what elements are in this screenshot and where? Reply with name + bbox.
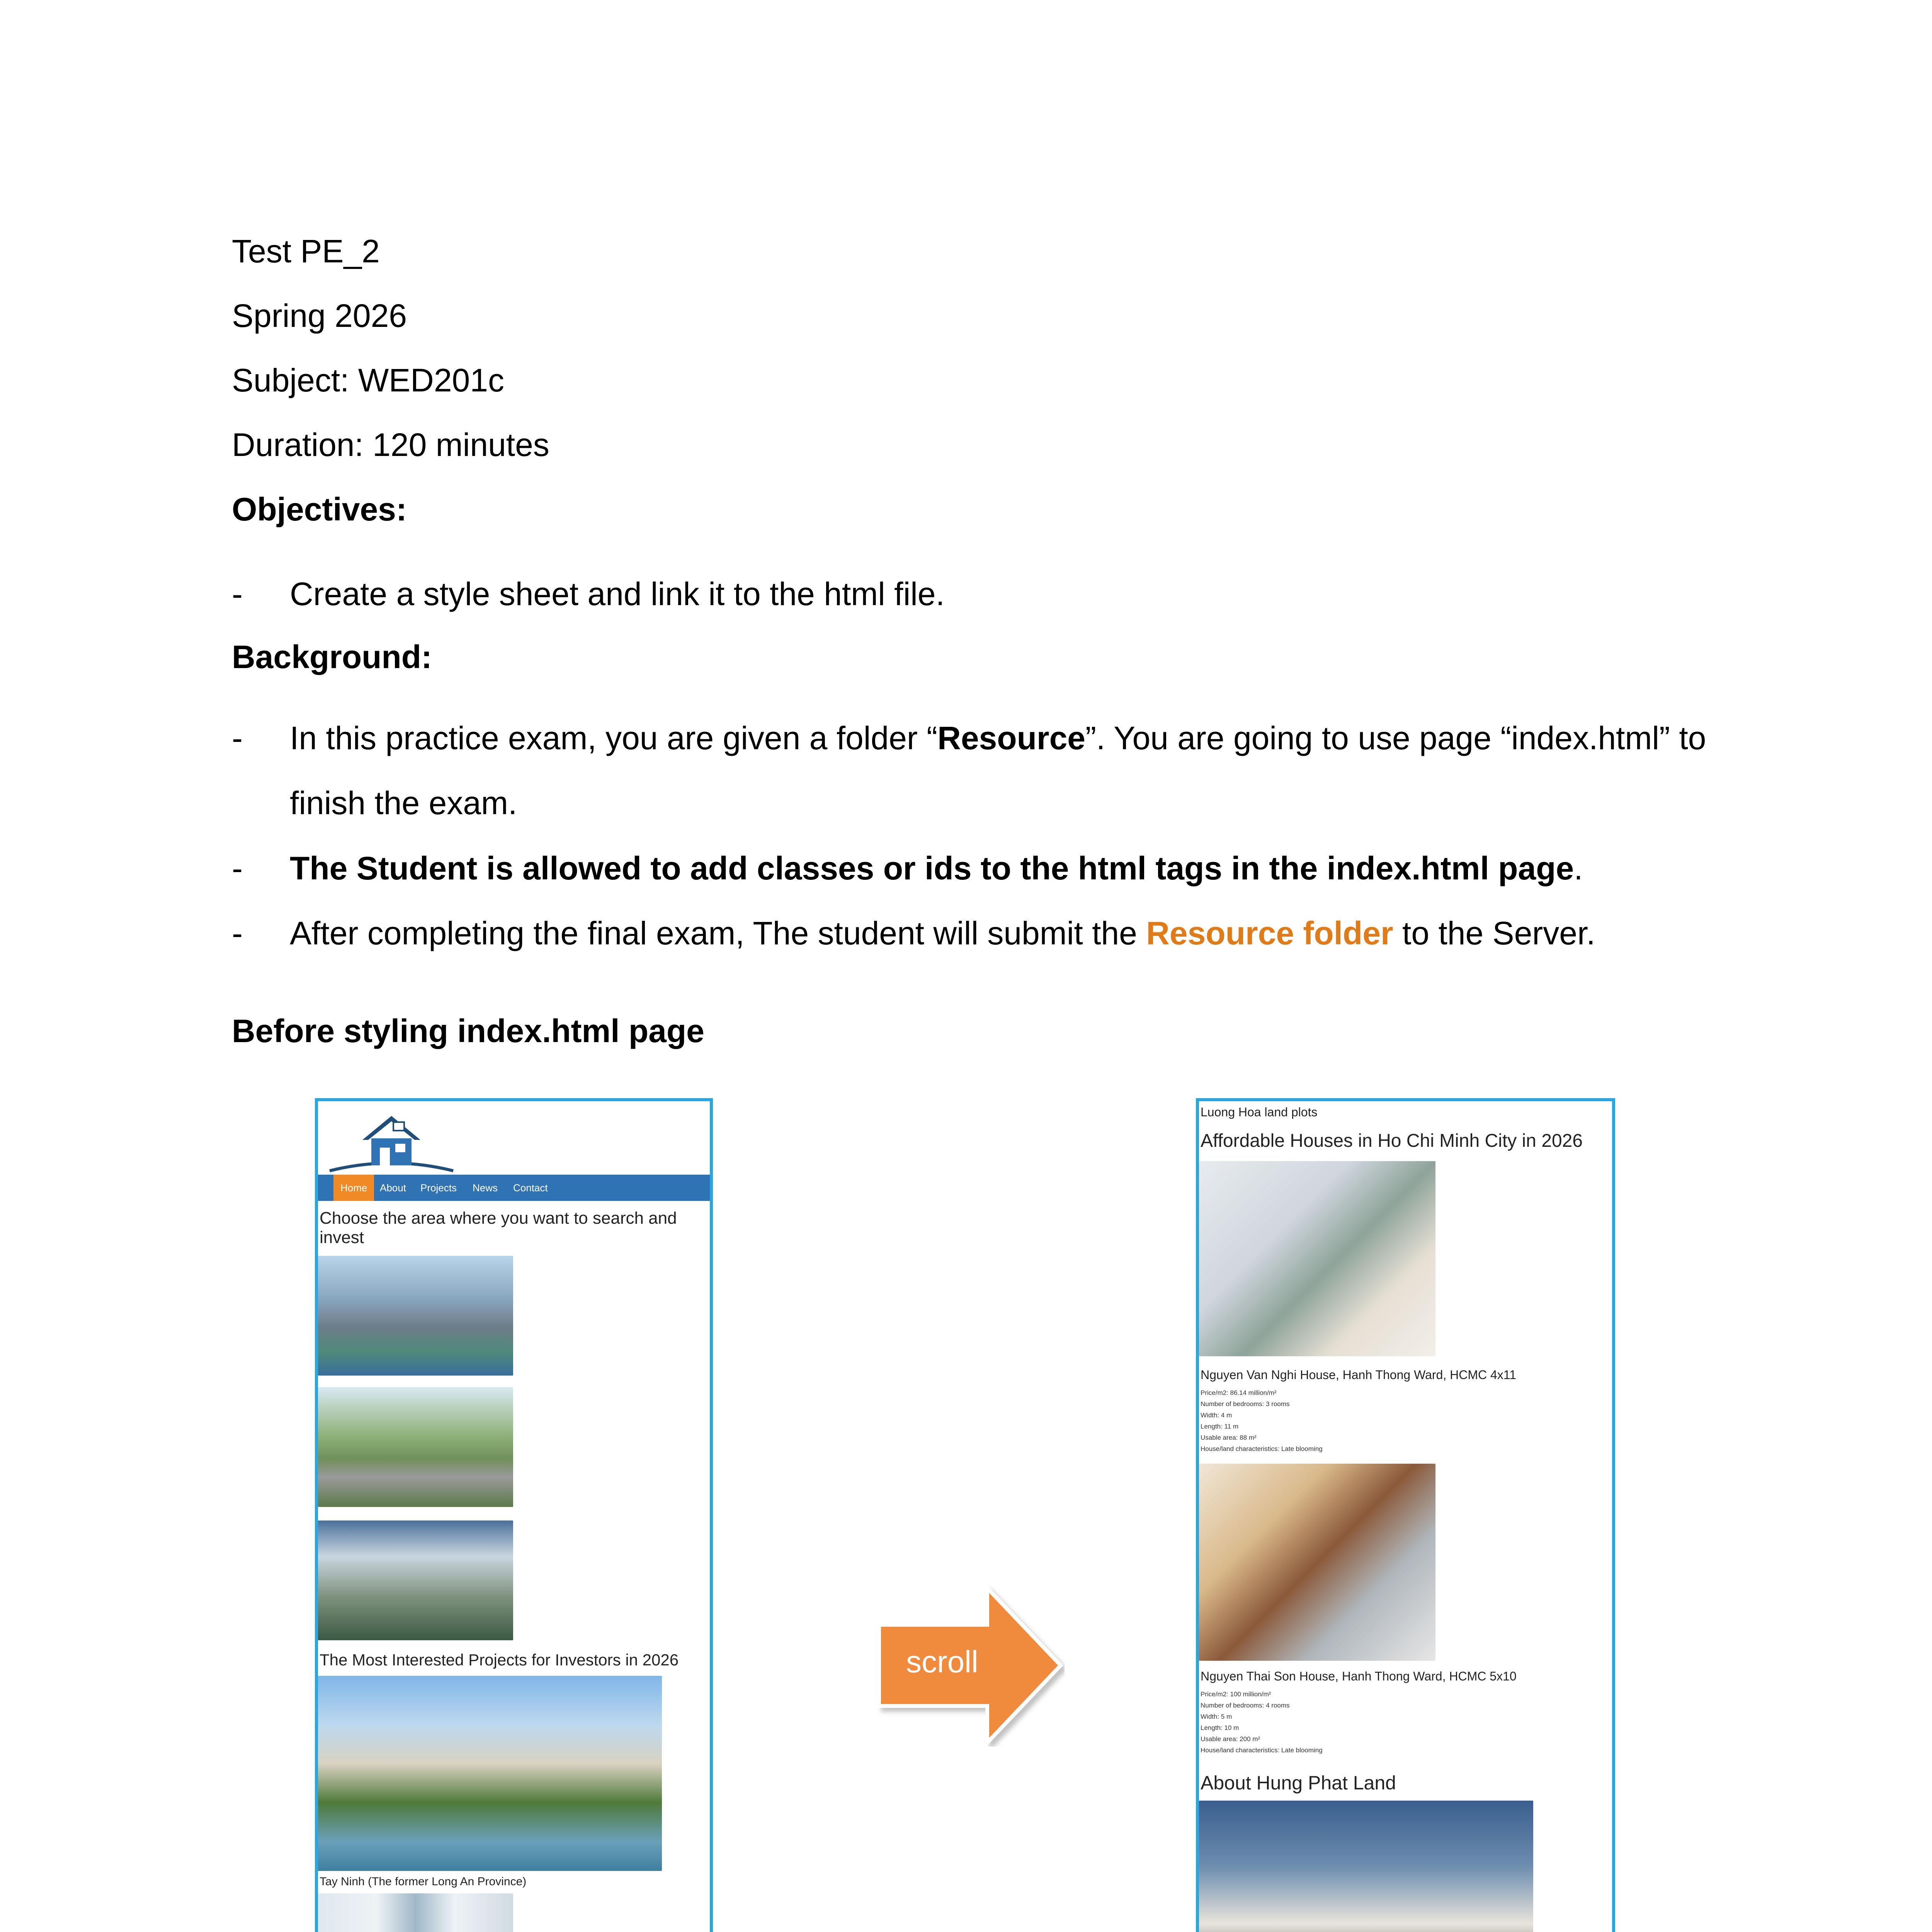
rule-bold: The Student is allowed to add classes or ids to the html tags in the index.html page xyxy=(290,850,1574,886)
bullet-dash: - xyxy=(232,915,243,951)
background-heading: Background: xyxy=(232,639,432,675)
text-part: . xyxy=(1574,850,1583,886)
nav-bar xyxy=(318,1175,710,1201)
objective-item: Create a style sheet and link it to the html file. xyxy=(290,576,945,612)
nav-news[interactable]: News xyxy=(473,1182,498,1194)
house-2-title: Nguyen Thai Son House, Hanh Thong Ward, HCMC 5x10 xyxy=(1201,1669,1517,1683)
affordable-houses-heading: Affordable Houses in Ho Chi Minh City in 2026 xyxy=(1201,1131,1583,1151)
detail-line: Number of bedrooms: 4 rooms xyxy=(1201,1702,1290,1709)
apartment-image xyxy=(318,1893,513,1932)
mountain-image xyxy=(318,1520,513,1640)
background-item-1 xyxy=(290,719,1706,758)
house-2-image xyxy=(1199,1464,1435,1661)
detail-line: Width: 4 m xyxy=(1201,1412,1232,1419)
text-part: ”. You are going to use page “index.html” to xyxy=(1085,720,1706,756)
text-part: In this practice exam, you are given a folder “ xyxy=(290,720,938,756)
detail-line: House/land characteristics: Late blooming xyxy=(1201,1747,1323,1754)
about-house-image xyxy=(1199,1801,1533,1932)
city-image xyxy=(318,1256,513,1376)
background-item-2 xyxy=(290,849,1583,888)
background-item-1-cont: finish the exam. xyxy=(290,785,517,821)
about-heading: About Hung Phat Land xyxy=(1201,1772,1396,1794)
scroll-label: scroll xyxy=(906,1645,978,1679)
before-styling-heading: Before styling index.html page xyxy=(232,1013,704,1049)
choose-area-heading: Choose the area where you want to search and invest xyxy=(320,1209,677,1247)
house-logo-icon xyxy=(326,1105,457,1175)
bullet-dash: - xyxy=(232,720,243,756)
house-1-title: Nguyen Van Nghi House, Hanh Thong Ward, HCMC 4x11 xyxy=(1201,1368,1516,1382)
nav-home[interactable]: Home xyxy=(333,1175,374,1201)
project-caption-1: Tay Ninh (The former Long An Province) xyxy=(320,1875,527,1888)
bullet-dash: - xyxy=(232,576,243,612)
projects-heading: The Most Interested Projects for Investors in 2026 xyxy=(320,1651,679,1669)
detail-line: Price/m2: 100 million/m² xyxy=(1201,1690,1271,1698)
detail-line: House/land characteristics: Late blooming xyxy=(1201,1445,1323,1452)
objectives-heading: Objectives: xyxy=(232,491,407,527)
detail-line: Length: 11 m xyxy=(1201,1423,1238,1430)
nav-projects[interactable]: Projects xyxy=(420,1182,457,1194)
bullet-dash: - xyxy=(232,850,243,886)
detail-line: Usable area: 88 m² xyxy=(1201,1434,1257,1441)
duration: Duration: 120 minutes xyxy=(232,427,549,463)
detail-line: Usable area: 200 m² xyxy=(1201,1735,1260,1743)
land-plots-caption: Luong Hoa land plots xyxy=(1201,1105,1318,1119)
subject: Subject: WED201c xyxy=(232,362,504,398)
resource-folder-highlight: Resource folder xyxy=(1146,915,1393,951)
text-part: After completing the final exam, The student will submit the xyxy=(290,915,1146,951)
test-title: Test PE_2 xyxy=(232,233,380,269)
detail-line: Length: 10 m xyxy=(1201,1724,1239,1731)
background-item-3 xyxy=(290,914,1595,953)
nav-contact[interactable]: Contact xyxy=(513,1182,548,1194)
highway-image xyxy=(318,1387,513,1507)
detail-line: Price/m2: 86.14 million/m² xyxy=(1201,1389,1277,1396)
before-screenshot-bottom xyxy=(1196,1098,1615,1932)
semester: Spring 2026 xyxy=(232,298,407,334)
detail-line: Width: 5 m xyxy=(1201,1713,1232,1720)
house-2-details xyxy=(1201,1689,1323,1756)
house-1-details xyxy=(1201,1387,1323,1454)
before-screenshot-top xyxy=(315,1098,713,1932)
villa-project-image xyxy=(318,1676,662,1871)
house-1-image xyxy=(1199,1161,1435,1356)
resource-bold: Resource xyxy=(937,720,1085,756)
nav-about[interactable]: About xyxy=(380,1182,406,1194)
text-part: to the Server. xyxy=(1393,915,1595,951)
detail-line: Number of bedrooms: 3 rooms xyxy=(1201,1400,1290,1408)
